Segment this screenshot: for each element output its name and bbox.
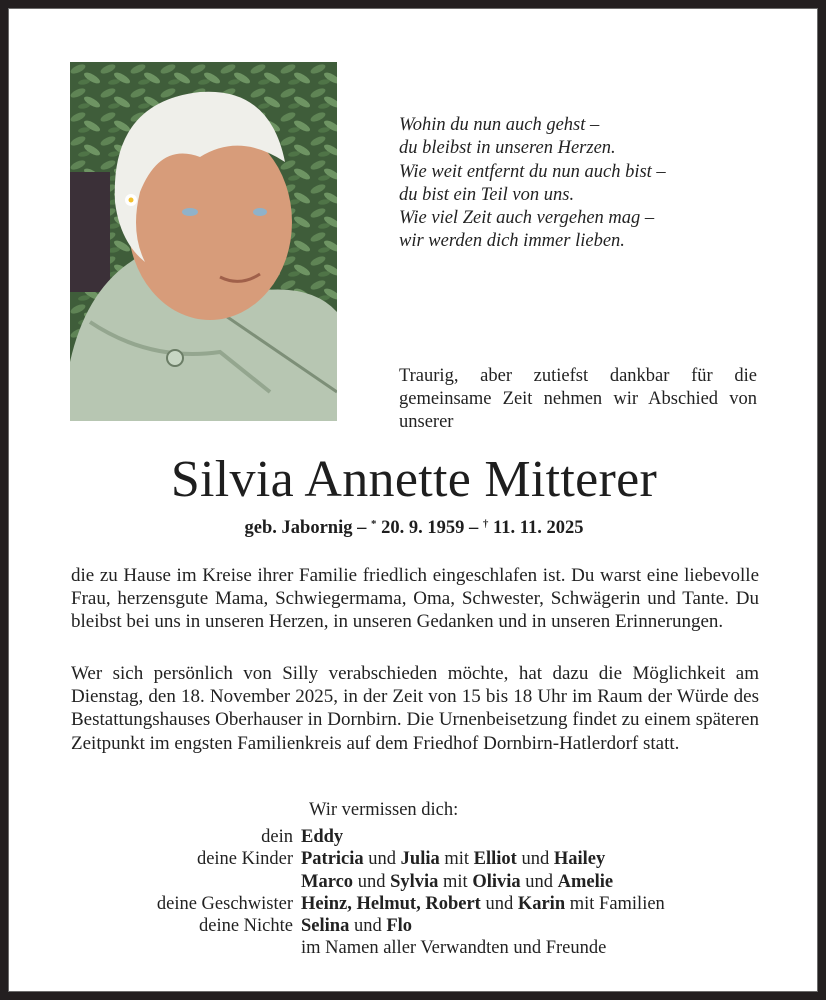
family-member-name: Selina	[301, 916, 350, 937]
connector-text: und	[363, 849, 401, 870]
birth-date: 20. 9. 1959	[376, 518, 465, 538]
poem-line: Wie weit entfernt du nun auch bist –	[399, 161, 666, 182]
family-row	[71, 848, 791, 870]
family-row	[71, 826, 791, 848]
poem-line: Wie viel Zeit auch vergehen mag –	[399, 208, 655, 229]
poem-line: wir werden dich immer lieben.	[399, 231, 625, 252]
portrait-image	[70, 62, 337, 421]
deceased-name: Silvia Annette Mitterer	[170, 451, 658, 508]
separator: –	[464, 518, 483, 538]
birth-name: geb. Jabornig	[244, 518, 353, 538]
poem-line: Wohin du nun auch gehst –	[399, 115, 600, 135]
family-names	[301, 871, 613, 893]
memorial-poem	[399, 114, 666, 254]
life-dates	[9, 512, 819, 540]
birth-star-icon: *	[370, 518, 377, 530]
poem-line: du bleibst in unseren Herzen.	[399, 138, 616, 159]
connector-text: und	[480, 893, 518, 914]
death-cross-icon: †	[482, 518, 489, 530]
poem-line: du bist ein Teil von uns.	[399, 184, 575, 205]
family-role	[71, 937, 301, 959]
family-member-name: Amelie	[557, 871, 614, 892]
separator: –	[352, 518, 371, 538]
family-member-name: Eddy	[301, 827, 344, 847]
family-member-name: Heinz, Helmut, Robert	[301, 893, 481, 914]
family-role: deine Nichte	[199, 916, 293, 937]
connector-text: und	[516, 849, 554, 870]
family-row	[71, 937, 791, 959]
connector-text: mit Familien	[565, 893, 665, 914]
family-member-name: Olivia	[472, 871, 521, 892]
family-member-name: Flo	[386, 916, 413, 937]
family-names	[301, 893, 665, 915]
connector-text: und	[353, 871, 391, 892]
family-names	[301, 915, 412, 937]
family-member-name: Karin	[517, 893, 566, 914]
connector-text: und	[520, 871, 558, 892]
connector-text: mit	[439, 849, 474, 870]
connector-text: mit	[438, 871, 473, 892]
family-member-name: Sylvia	[390, 871, 439, 892]
family-row	[71, 893, 791, 915]
family-member-name: Patricia	[301, 849, 364, 870]
death-date: 11. 11. 2025	[488, 518, 584, 538]
family-names	[301, 826, 343, 848]
family-role: deine Geschwister	[156, 893, 293, 914]
family-row	[71, 915, 791, 937]
portrait-photo	[70, 62, 337, 421]
family-row	[71, 871, 791, 893]
family-role: deine Kinder	[196, 849, 293, 870]
family-names	[301, 848, 605, 870]
family-member-name: Julia	[400, 849, 440, 870]
paragraph-viewing-info: Wer sich persönlich von Silly verabschieden möchte, hat dazu die Möglichkeit am Dienstag, den 18. November 2025, in der Zeit von 15 bis 18 Uhr im Raum der Würde des Bestattungshauses Oberhauser in Dornbirn. Die Urnenbeisetzung findet zu einem späteren Zeitpunkt im engsten Familienkreis auf dem Friedhof Dornbirn-Hatlerdorf statt.	[71, 663, 759, 754]
connector-text: und	[349, 916, 387, 937]
family-list	[71, 826, 791, 960]
obituary-card	[8, 8, 818, 992]
family-member-name: Marco	[301, 871, 354, 892]
family-role: dein	[261, 827, 293, 847]
intro-text: Traurig, aber zutiefst dankbar für die gemeinsame Zeit nehmen wir Abschied von unserer	[399, 366, 757, 432]
family-member-name: Hailey	[553, 849, 606, 870]
connector-text: im Namen aller Verwandten und Freunde	[301, 938, 607, 959]
family-member-name: Elliot	[473, 849, 517, 870]
family-names	[301, 937, 606, 959]
family-role	[71, 871, 301, 893]
closing-line: Wir vermissen dich:	[309, 800, 459, 820]
paragraph-farewell: die zu Hause im Kreise ihrer Familie friedlich eingeschlafen ist. Du warst eine liebevolle Frau, herzensgute Mama, Schwiegermama, Oma, Schwester, Schwägerin und Tante. Du bleibst bei uns in unseren Herzen, in unseren Gedanken und in unseren Erinnerungen.	[71, 565, 759, 633]
